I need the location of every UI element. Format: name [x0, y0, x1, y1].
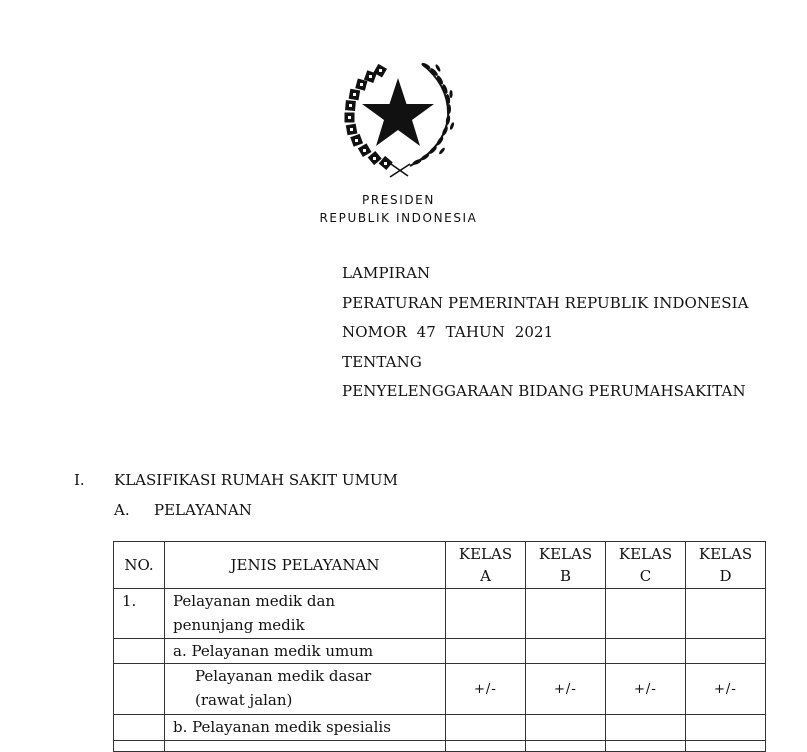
section-number: I. — [74, 471, 85, 489]
presidential-seal-emblem — [338, 56, 458, 178]
table-row — [114, 664, 766, 715]
table-row-continuation — [114, 741, 766, 752]
table-row — [114, 639, 766, 664]
row-no: 1. — [114, 589, 165, 639]
row-no — [114, 715, 165, 741]
mark-d — [686, 639, 766, 664]
regulation-title: PERATURAN PEMERINTAH REPUBLIK INDONESIA — [342, 293, 749, 312]
row-no — [114, 664, 165, 715]
tentang-label: TENTANG — [342, 352, 422, 371]
kelas-label: KELAS — [458, 545, 513, 563]
row-no — [114, 639, 165, 664]
kelas-label: KELAS — [538, 545, 593, 563]
mark-b — [526, 589, 606, 639]
jenis-line: Pelayanan medik dasar — [195, 667, 372, 685]
star-icon — [362, 78, 434, 146]
empty-cell — [686, 741, 766, 752]
mark-d — [686, 589, 766, 639]
mark-c — [606, 639, 686, 664]
header-no: NO. — [114, 542, 165, 589]
kelas-label: KELAS — [698, 545, 753, 563]
lampiran-label: LAMPIRAN — [342, 264, 431, 282]
header-kelas-c — [606, 542, 686, 589]
regulation-subject: PENYELENGGARAAN BIDANG PERUMAHSAKITAN — [342, 382, 746, 401]
mark-d: +/- — [686, 664, 766, 715]
kelas-letter: D — [719, 567, 732, 585]
row-jenis: b. Pelayanan medik spesialis — [165, 715, 446, 741]
mark-c — [606, 715, 686, 741]
lampiran-block — [342, 259, 749, 407]
mark-a — [446, 589, 526, 639]
row-jenis — [165, 589, 446, 639]
seal-title-presiden: PRESIDEN — [362, 193, 435, 207]
kelas-letter: A — [480, 567, 491, 585]
header-kelas-d — [686, 542, 766, 589]
kelas-letter: C — [639, 567, 652, 585]
seal-title-republik: REPUBLIK INDONESIA — [319, 211, 478, 225]
empty-cell — [446, 741, 526, 752]
mark-c: +/- — [606, 664, 686, 715]
regulation-number: NOMOR 47 TAHUN 2021 — [342, 323, 554, 342]
row-jenis — [165, 664, 446, 715]
jenis-line: penunjang medik — [173, 616, 305, 634]
jenis-line: (rawat jalan) — [195, 691, 293, 709]
mark-b — [526, 639, 606, 664]
mark-b: +/- — [526, 664, 606, 715]
header-kelas-a — [446, 542, 526, 589]
row-jenis: a. Pelayanan medik umum — [165, 639, 446, 664]
table-row — [114, 715, 766, 741]
table-header-row — [114, 542, 766, 589]
empty-cell — [165, 741, 446, 752]
empty-cell — [526, 741, 606, 752]
header-kelas-b — [526, 542, 606, 589]
mark-d — [686, 715, 766, 741]
subsection-title: PELAYANAN — [154, 501, 252, 519]
kelas-label: KELAS — [618, 545, 673, 563]
empty-cell — [114, 741, 165, 752]
section-title: KLASIFIKASI RUMAH SAKIT UMUM — [114, 471, 398, 489]
mark-a — [446, 639, 526, 664]
jenis-line: Pelayanan medik dan — [173, 592, 336, 610]
mark-b — [526, 715, 606, 741]
mark-a: +/- — [446, 664, 526, 715]
empty-cell — [606, 741, 686, 752]
services-table — [113, 541, 766, 752]
kelas-letter: B — [559, 567, 572, 585]
mark-c — [606, 589, 686, 639]
mark-a — [446, 715, 526, 741]
header-jenis-pelayanan: JENIS PELAYANAN — [165, 542, 446, 589]
subsection-number: A. — [114, 501, 130, 519]
table-row — [114, 589, 766, 639]
